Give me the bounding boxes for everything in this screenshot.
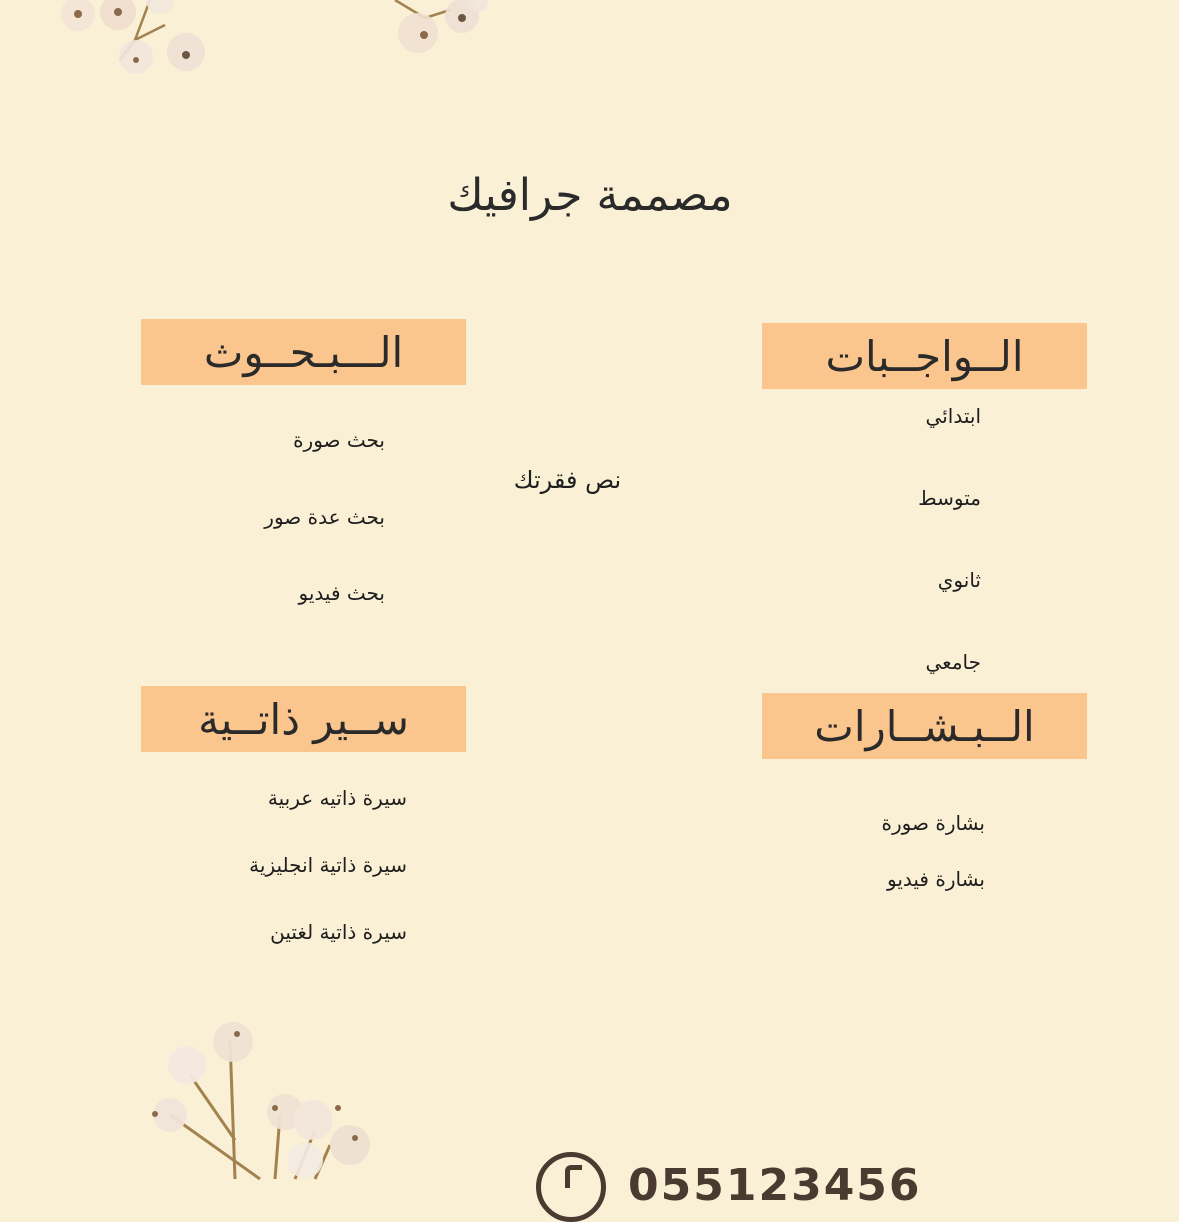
research-item-multiple-images: بحث عدة صور xyxy=(264,505,385,529)
assignments-heading-box xyxy=(762,323,1087,389)
cv-heading: ســير ذاتــية xyxy=(198,694,409,744)
assignments-item-intermediate: متوسط xyxy=(918,486,981,510)
invitations-item-image: بشارة صورة xyxy=(881,811,985,835)
research-heading: الـــبـحــوث xyxy=(203,327,404,377)
research-heading-box xyxy=(141,319,466,385)
cv-heading-box xyxy=(141,686,466,752)
flower-decoration-bottom-left xyxy=(145,1020,385,1179)
cv-item-arabic: سيرة ذاتيه عربية xyxy=(267,786,407,810)
cv-item-english: سيرة ذاتية انجليزية xyxy=(249,853,407,877)
paragraph-placeholder: نص فقرتك xyxy=(513,466,622,494)
phone-number: 055123456 xyxy=(628,1160,922,1211)
assignments-item-primary: ابتدائي xyxy=(925,404,981,428)
invitations-heading-box xyxy=(762,693,1087,759)
flower-decoration-top-center xyxy=(380,0,490,55)
cv-item-bilingual: سيرة ذاتية لغتين xyxy=(270,920,407,944)
assignments-item-university: جامعي xyxy=(925,650,981,674)
assignments-item-secondary: ثانوي xyxy=(937,568,981,592)
invitations-item-video: بشارة فيديو xyxy=(887,867,985,891)
phone-icon xyxy=(536,1152,606,1222)
page-title: مصممة جرافيك xyxy=(447,170,733,221)
contact-phone xyxy=(536,1152,922,1211)
flower-decoration-top-left xyxy=(40,0,220,90)
assignments-heading: الــواجــبات xyxy=(825,331,1024,381)
research-item-video: بحث فيديو xyxy=(298,581,385,605)
invitations-heading: الــبـشــارات xyxy=(814,701,1035,751)
research-item-image: بحث صورة xyxy=(293,428,385,452)
